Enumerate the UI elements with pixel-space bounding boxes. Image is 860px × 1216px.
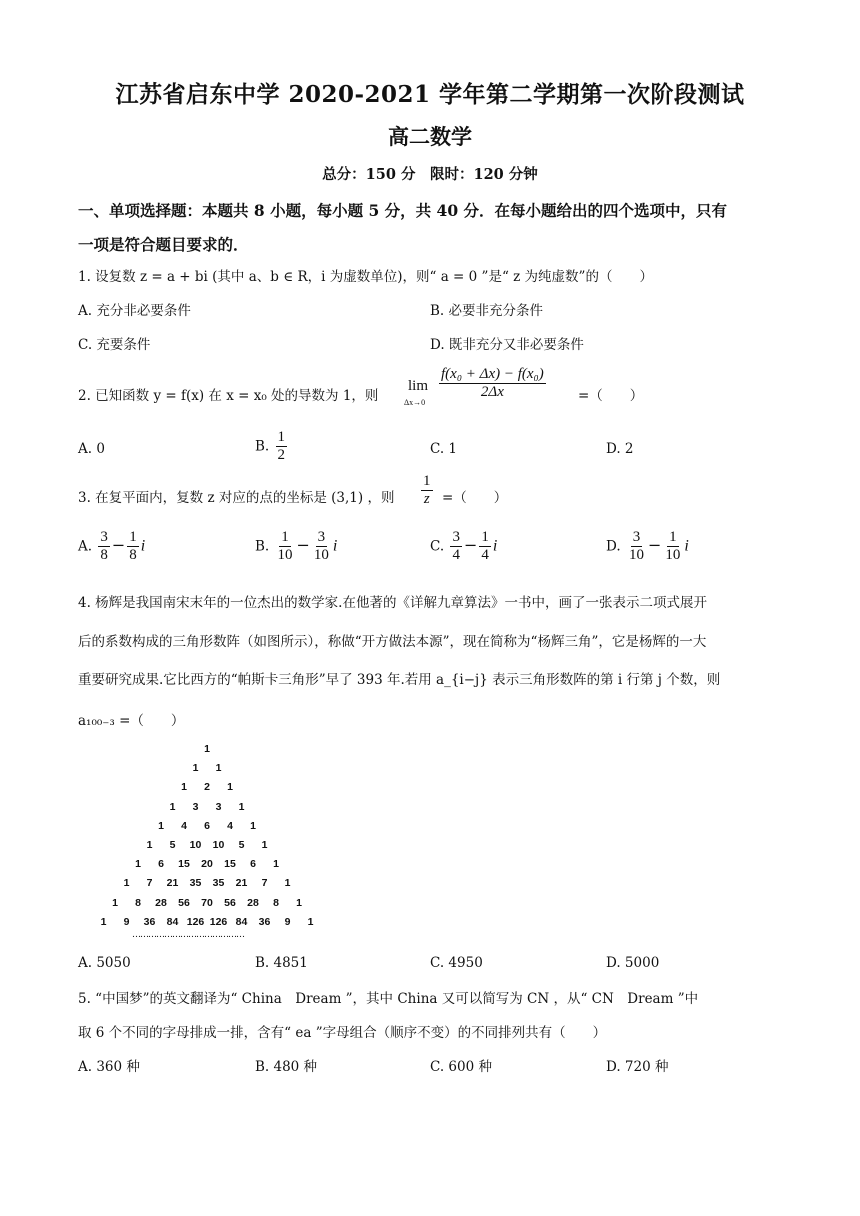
triangle-cell: 56 xyxy=(224,896,236,909)
triangle-cell: 9 xyxy=(284,915,291,928)
triangle-cell: 1 xyxy=(146,839,153,851)
q4-line3: 重要研究成果.它比西方的“帕斯卡三角形”早了 393 年.若用 a_{i−j} 表示三角形数阵的第 i 行第 j 个数，则 xyxy=(78,672,721,688)
triangle-cell: 21 xyxy=(166,877,179,890)
q3-frac-num: 1 xyxy=(421,473,433,491)
frac-den: 8 xyxy=(129,547,137,564)
q5-option-a: A. 360 种 xyxy=(78,1059,140,1075)
frac-den: 10 xyxy=(628,547,644,564)
q2-option-b-label: B. xyxy=(255,438,270,455)
frac-den: 10 xyxy=(277,547,293,564)
triangle-cell: 1 xyxy=(181,781,187,794)
triangle-cell: 9 xyxy=(123,915,130,928)
frac-num: 1 xyxy=(479,529,491,547)
q2-fraction xyxy=(437,366,548,402)
q2-option-b-den: 2 xyxy=(277,447,286,464)
triangle-cell: 3 xyxy=(215,800,222,813)
triangle-cell: 1 xyxy=(204,743,210,755)
triangle-cell: 1 xyxy=(123,877,130,890)
triangle-cell: 5 xyxy=(238,839,245,851)
q2-lim: lim xyxy=(408,378,429,394)
q5-line2: 取 6 个不同的字母排成一排，含有“ ea ”字母组合（顺序不变）的不同排列共有（ ） xyxy=(78,1025,607,1041)
triangle-cell: 1 xyxy=(238,800,245,813)
q2-option-a: A. 0 xyxy=(78,441,105,457)
triangle-cell: 1 xyxy=(307,915,314,928)
triangle-cell: 84 xyxy=(166,915,179,928)
triangle-cell: 28 xyxy=(247,896,259,909)
score-time-info: 总分：150 分 限时：120 分钟 xyxy=(322,166,538,183)
frac-den: 10 xyxy=(313,547,329,564)
frac-num: 3 xyxy=(316,529,328,547)
triangle-cell: 8 xyxy=(273,896,279,909)
triangle-cell: 2 xyxy=(204,781,210,794)
triangle-cell: 5 xyxy=(169,839,176,851)
q2-frac-num: f(x₀ + Δx) − f(x₀) xyxy=(439,366,546,384)
triangle-cell: 10 xyxy=(212,839,225,851)
q4-option-c: C. 4950 xyxy=(430,955,483,971)
triangle-cell: 1 xyxy=(112,896,118,909)
q4-option-d: D. 5000 xyxy=(606,955,660,971)
q3-option-d-label: D. xyxy=(606,538,621,555)
triangle-cell: 1 xyxy=(158,819,164,832)
q2-option-b-num: 1 xyxy=(276,429,288,447)
triangle-cell: 6 xyxy=(158,858,164,871)
triangle-cell: 7 xyxy=(261,877,268,890)
subject-title: 高二数学 xyxy=(388,124,472,149)
q3-option-a: A. $\frac{3}{8}$ − $\frac{1}{8}$ i xyxy=(78,529,146,564)
q3-stem-pre: 3. 在复平面内，复数 z 对应的点的坐标是 (3,1) ，则 xyxy=(78,490,395,506)
triangle-cell: 15 xyxy=(178,858,190,871)
triangle-cell: 1 xyxy=(215,762,222,775)
q3-option-a-label: A. xyxy=(78,538,93,555)
frac-num: 1 xyxy=(127,529,139,547)
triangle-cell: 6 xyxy=(204,819,210,832)
q1-option-c: C. 充要条件 xyxy=(78,337,151,353)
triangle-cell: 1 xyxy=(169,800,176,813)
triangle-cell: 3 xyxy=(192,800,199,813)
q5-option-c: C. 600 种 xyxy=(430,1059,492,1075)
q1-option-a: A. 充分非必要条件 xyxy=(78,303,191,319)
triangle-cell: 1 xyxy=(100,915,107,928)
frac-den: 4 xyxy=(452,547,460,564)
q1-option-d: D. 既非充分又非必要条件 xyxy=(430,337,584,353)
triangle-cell: 20 xyxy=(201,858,213,871)
triangle-cell: 70 xyxy=(201,896,213,909)
triangle-cell: 15 xyxy=(224,858,236,871)
q3-fraction xyxy=(419,473,435,509)
triangle-cell: 35 xyxy=(212,877,225,890)
q4-option-b: B. 4851 xyxy=(255,955,308,971)
q3-option-d: D. $\frac{3}{10}$ − $\frac{1}{10}$ i xyxy=(606,529,689,564)
triangle-cell: 10 xyxy=(189,839,202,851)
q1-option-b: B. 必要非充分条件 xyxy=(430,303,544,319)
q3-frac-den: z xyxy=(423,491,430,508)
section-heading-line2: 一项是符合题目要求的． xyxy=(78,235,249,254)
q2-option-d: D. 2 xyxy=(606,441,634,457)
triangle-cell: 126 xyxy=(209,915,228,928)
triangle-cell: 1 xyxy=(192,762,199,775)
triangle-cell: 126 xyxy=(186,915,205,928)
exam-title: 江苏省启东中学 2020-2021 学年第二学期第一次阶段测试 xyxy=(115,81,745,108)
q4-line4: a₁₀₀₋₃ =（ ） xyxy=(78,713,185,729)
q4-line1: 4. 杨辉是我国南宋末年的一位杰出的数学家.在他著的《详解九章算法》一书中，画了一张表示二项式展开 xyxy=(78,595,707,611)
frac-num: 1 xyxy=(667,529,679,547)
triangle-cell: 8 xyxy=(135,896,141,909)
frac-num: 1 xyxy=(279,529,291,547)
triangle-cell: 36 xyxy=(143,915,156,928)
q3-option-b-label: B. xyxy=(255,538,270,555)
q2-stem-pre: 2. 已知函数 y = f(x) 在 x = x₀ 处的导数为 1，则 xyxy=(78,388,379,404)
q5-line1: 5. “中国梦”的英文翻译为“ China Dream ”，其中 China 又可以简写为 CN ，从“ CN Dream ”中 xyxy=(78,991,699,1007)
triangle-cell: 1 xyxy=(284,877,291,890)
triangle-cell: 21 xyxy=(235,877,248,890)
q2-lim-sub: Δx→0 xyxy=(404,398,426,407)
triangle-cell: 28 xyxy=(155,896,167,909)
triangle-cell: 1 xyxy=(135,858,141,871)
frac-num: 3 xyxy=(631,529,643,547)
triangle-cell: 6 xyxy=(250,858,256,871)
triangle-cell: 56 xyxy=(178,896,190,909)
q5-option-b: B. 480 种 xyxy=(255,1059,318,1075)
triangle-cell: 1 xyxy=(250,819,256,832)
q2-stem-post: =（ ） xyxy=(578,388,644,404)
triangle-cell: 4 xyxy=(227,819,233,832)
frac-den: 10 xyxy=(665,547,681,564)
q2-option-c: C. 1 xyxy=(430,441,458,457)
triangle-cell: 4 xyxy=(181,819,187,832)
triangle-cell: 1 xyxy=(273,858,279,871)
triangle-cell: 7 xyxy=(146,877,153,890)
triangle-cell: 36 xyxy=(258,915,271,928)
triangle-ellipsis: …………………………………… xyxy=(132,930,244,940)
q3-option-c: C. $\frac{3}{4}$ − $\frac{1}{4}$ i xyxy=(430,529,498,564)
frac-num: 3 xyxy=(98,529,110,547)
frac-num: 3 xyxy=(450,529,462,547)
frac-den: 4 xyxy=(481,547,489,564)
q3-option-c-label: C. xyxy=(430,538,445,555)
triangle-cell: 1 xyxy=(296,896,302,909)
frac-den: 8 xyxy=(100,547,108,564)
section-heading-line1: 一、单项选择题：本题共 8 小题，每小题 5 分，共 40 分．在每小题给出的四个选项中，只有 xyxy=(78,201,728,220)
q3-stem-post: =（ ） xyxy=(442,490,508,506)
q5-option-d: D. 720 种 xyxy=(606,1059,669,1075)
q4-line2: 后的系数构成的三角形数阵（如图所示），称做“开方做法本源”，现在简称为“杨辉三角”，它是杨辉的一大 xyxy=(78,634,707,650)
q2-frac-den: 2Δx xyxy=(480,384,504,401)
triangle-cell: 1 xyxy=(227,781,233,794)
q2-option-b xyxy=(255,429,289,465)
q4-option-a: A. 5050 xyxy=(78,955,131,971)
q3-option-b: B. $\frac{1}{10}$ − $\frac{3}{10}$ i xyxy=(255,529,338,564)
triangle-cell: 84 xyxy=(235,915,248,928)
triangle-cell: 1 xyxy=(261,839,268,851)
triangle-cell: 35 xyxy=(189,877,202,890)
q1-stem: 1. 设复数 z = a + bi (其中 a、b ∈ R，i 为虚数单位)，则“ a = 0 ”是“ z 为纯虚数”的（ ） xyxy=(78,269,653,285)
